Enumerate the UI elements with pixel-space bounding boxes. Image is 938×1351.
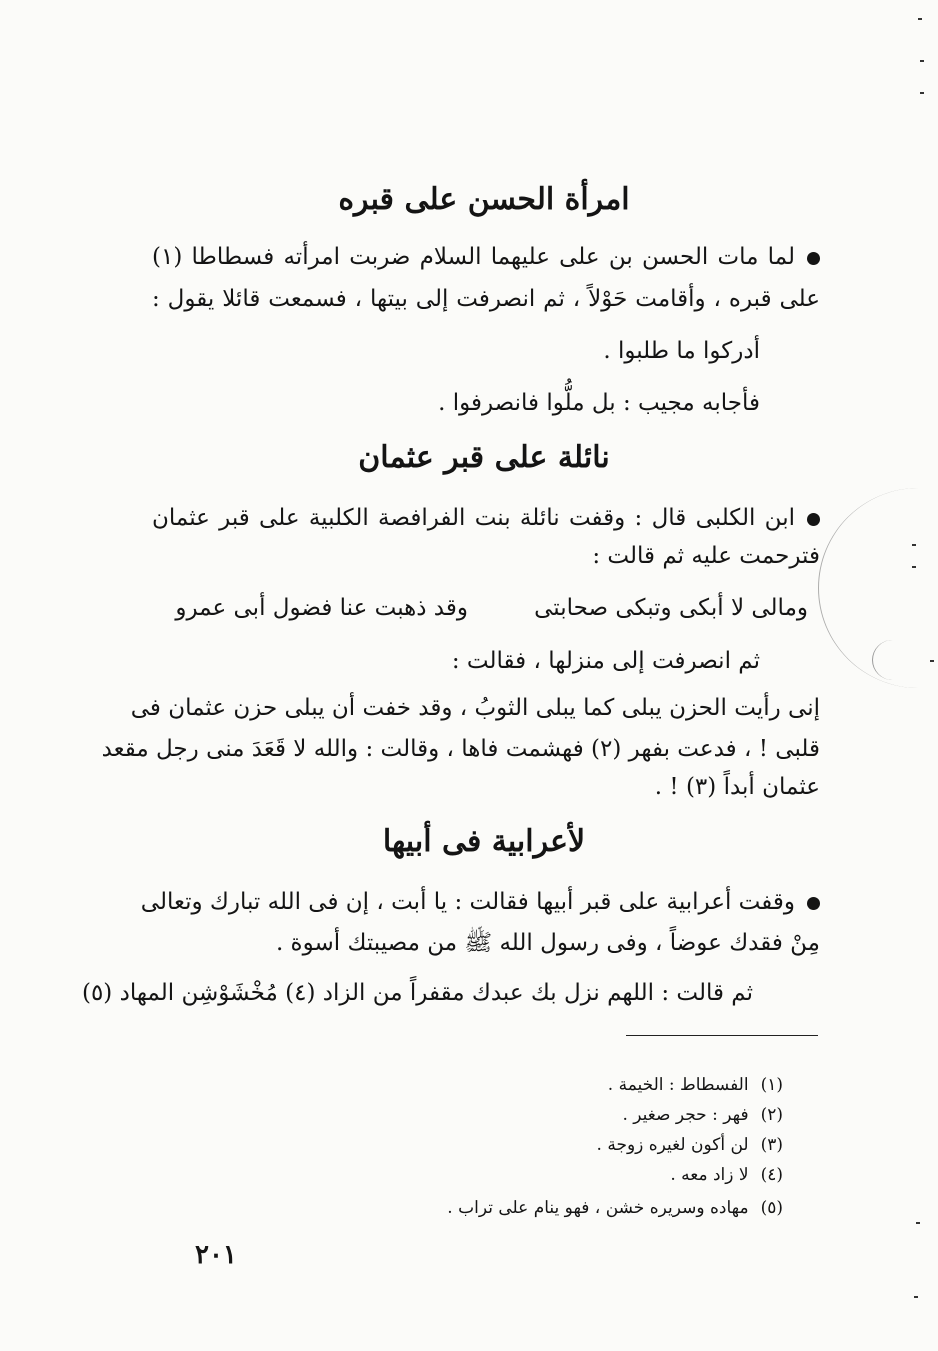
section-title-hasan-wife: امرأة الحسن على قبره (338, 182, 630, 217)
paragraph-line: مِنْ فقدك عوضاً ، وفى رسول الله ﷺ من مصيبتك أسوة . (275, 930, 820, 956)
paragraph-line: قلبى ! ، فدعت بفهر (٢) فهشمت فاها ، وقالت : والله لا قَعَدَ منى رجل مقعد (101, 736, 820, 762)
scan-edge-artifact (872, 640, 913, 680)
section-title-naila: نائلة على قبر عثمان (358, 440, 610, 475)
footnote-divider (626, 1035, 818, 1036)
bullet-icon (807, 252, 820, 265)
verse-second-hemistich: وقد ذهبت عنا فضول أبى عمرو (175, 595, 468, 621)
bullet-icon (807, 513, 820, 526)
scan-speck (912, 544, 916, 546)
scan-speck (912, 566, 916, 568)
paragraph-line: فأجابه مجيب : بل ملُّوا فانصرفوا . (438, 390, 760, 416)
page-number: ٢٠١ (195, 1240, 237, 1270)
footnote: (٥)مهاده وسريره خشن ، فهو ينام على تراب . (447, 1198, 783, 1218)
section-title-bedouin-woman: لأعرابية فى أبيها (382, 824, 586, 859)
paragraph-line: ثم قالت : اللهم نزل بك عبدك مقفراً من الزاد (٤) مُخْشَوْشِن المهاد (٥) (81, 980, 753, 1006)
paragraph-line: ثم انصرفت إلى منزلها ، فقالت : (451, 648, 760, 674)
footnote: (٣)لن أكون لغيره زوجة . (596, 1135, 783, 1155)
verse-first-hemistich: ومالى لا أبكى وتبكى صحابتى (534, 595, 808, 621)
paragraph-line: ابن الكلبى قال : وقفت نائلة بنت الفرافصة الكلبية على قبر عثمان (152, 502, 820, 534)
paragraph-line: وقفت أعرابية على قبر أبيها فقالت : يا أبت ، إن فى الله تبارك وتعالى (152, 886, 820, 918)
footnote: (٢)فهر : حجر صغير . (622, 1105, 783, 1125)
scan-speck (920, 60, 924, 62)
scan-speck (920, 92, 924, 94)
quoted-line: أدركوا ما طلبوا . (603, 338, 760, 364)
scan-speck (918, 18, 922, 20)
bullet-icon (807, 897, 820, 910)
footnote: (١)الفسطاط : الخيمة . (607, 1075, 783, 1095)
paragraph-line: على قبره ، وأقامت حَوْلاً ، ثم انصرفت إلى بيتها ، فسمعت قائلا يقول : (152, 286, 820, 312)
paragraph-line: إنى رأيت الحزن يبلى كما يبلى الثوبُ ، وقد خفت أن يبلى حزن عثمان فى (130, 695, 820, 721)
footnote: (٤)لا زاد معه . (670, 1165, 783, 1185)
scan-speck (930, 660, 934, 662)
scan-speck (916, 1222, 920, 1224)
paragraph-line: فترحمت عليه ثم قالت : (592, 543, 820, 569)
scan-speck (914, 1296, 918, 1298)
paragraph-line: عثمان أبداً (٣) ! . (654, 774, 820, 800)
paragraph-line: لما مات الحسن بن على عليهما السلام ضربت امرأته فسطاطا (١) (152, 241, 820, 273)
